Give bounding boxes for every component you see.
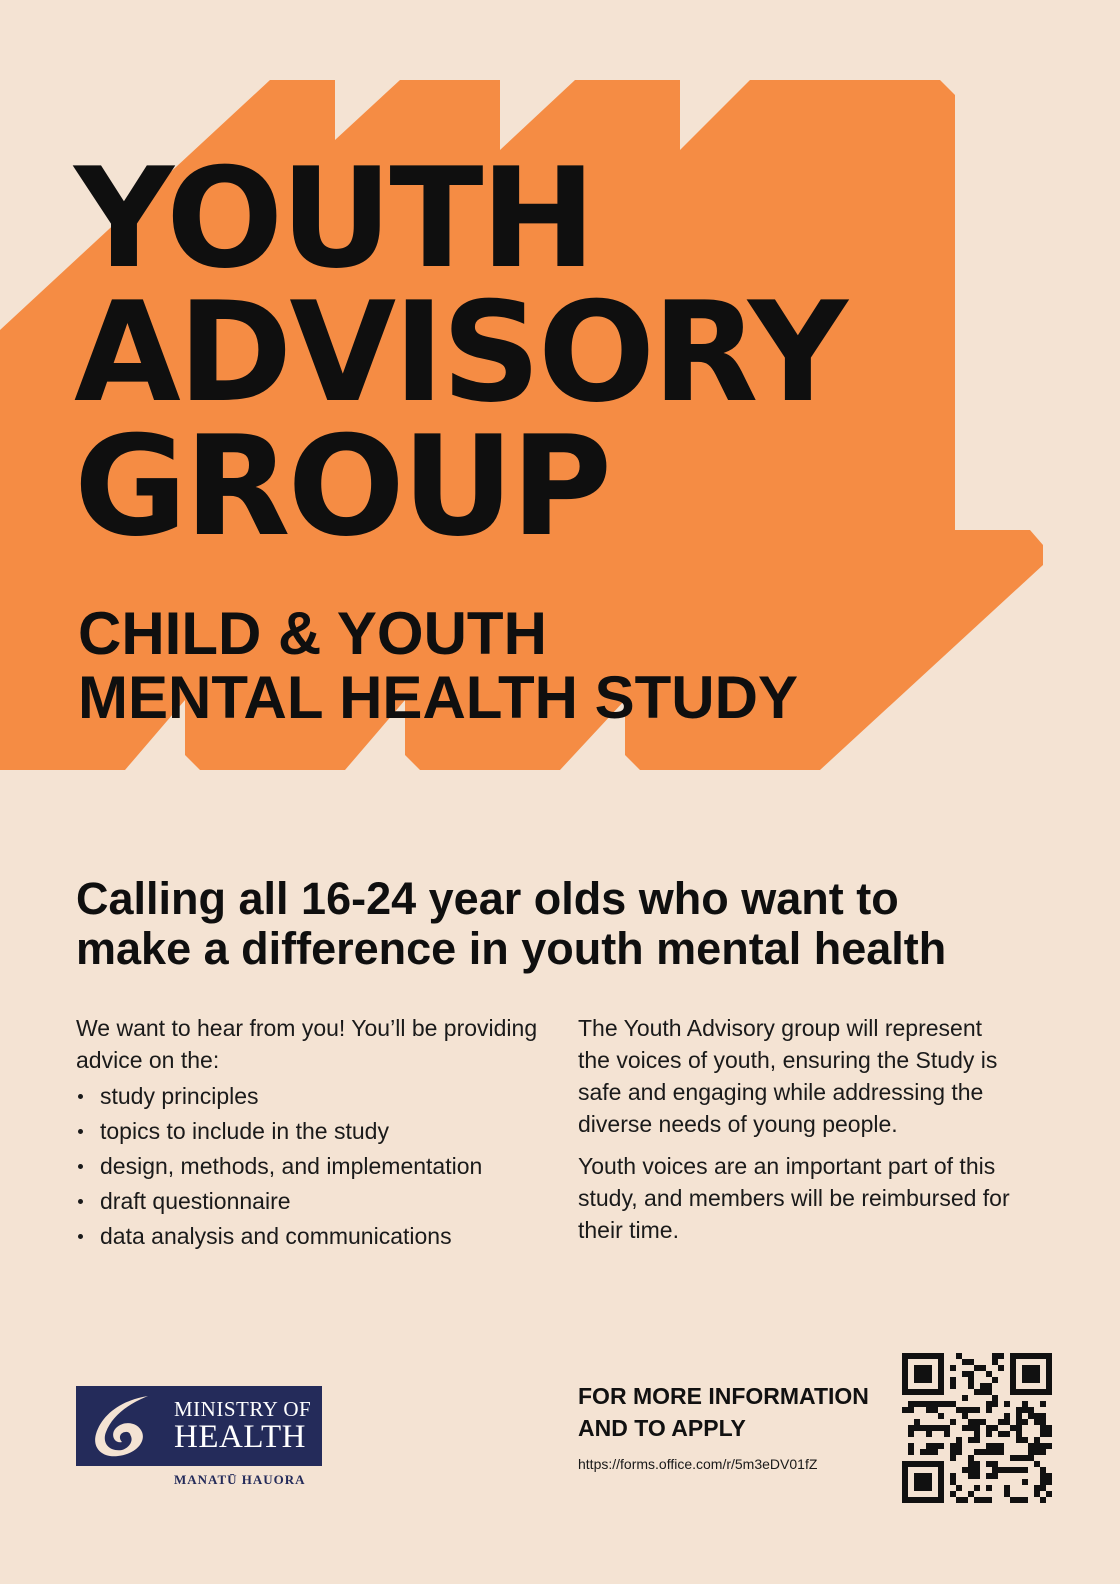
qr-module [1040, 1467, 1046, 1473]
list-item: design, methods, and implementation [76, 1150, 546, 1182]
qr-module [926, 1401, 932, 1407]
qr-module [986, 1371, 992, 1377]
qr-module [974, 1467, 980, 1473]
qr-module [1040, 1401, 1046, 1407]
qr-module [974, 1485, 980, 1491]
qr-module [998, 1353, 1004, 1359]
qr-module [980, 1365, 986, 1371]
advice-list [76, 1080, 546, 1252]
logo-line-2: HEALTH [174, 1419, 306, 1455]
qr-module [1016, 1419, 1022, 1425]
qr-module [926, 1431, 932, 1437]
qr-module [950, 1365, 956, 1371]
qr-module [1040, 1431, 1046, 1437]
qr-module [938, 1443, 944, 1449]
qr-module [986, 1497, 992, 1503]
qr-module [968, 1407, 974, 1413]
logo-line-1: MINISTRY OF [174, 1397, 312, 1421]
qr-module [1004, 1431, 1010, 1437]
qr-module [992, 1473, 998, 1479]
qr-module [956, 1485, 962, 1491]
qr-module [1004, 1401, 1010, 1407]
qr-module [1034, 1437, 1040, 1443]
fern-koru-icon [84, 1392, 166, 1460]
qr-module [950, 1383, 956, 1389]
qr-module [980, 1419, 986, 1425]
qr-module [1028, 1449, 1034, 1455]
qr-module [908, 1425, 914, 1431]
qr-module [980, 1383, 986, 1389]
qr-module [1040, 1419, 1046, 1425]
qr-module [998, 1431, 1004, 1437]
qr-module [938, 1413, 944, 1419]
qr-module [1022, 1467, 1028, 1473]
qr-module [1046, 1425, 1052, 1431]
qr-module [962, 1497, 968, 1503]
qr-module [1004, 1419, 1010, 1425]
qr-module [920, 1401, 926, 1407]
qr-module [968, 1419, 974, 1425]
qr-module [974, 1431, 980, 1437]
qr-module [1004, 1491, 1010, 1497]
study-subtitle [78, 602, 798, 730]
qr-module [962, 1395, 968, 1401]
about-paragraph-1: The Youth Advisory group will represent the voices of youth, ensuring the Study is safe and engaging while addressing the diverse needs of young people. [578, 1015, 998, 1137]
qr-module [1016, 1437, 1022, 1443]
qr-module [1040, 1413, 1046, 1419]
qr-module [968, 1473, 974, 1479]
subtitle-line-2: MENTAL HEALTH STUDY [78, 664, 798, 731]
qr-module [926, 1407, 932, 1413]
qr-module [968, 1377, 974, 1383]
qr-module [962, 1467, 968, 1473]
subtitle-line-1: CHILD & YOUTH [78, 600, 547, 667]
qr-module [986, 1389, 992, 1395]
qr-module [926, 1443, 932, 1449]
list-item: data analysis and communications [76, 1220, 546, 1252]
qr-module [926, 1425, 932, 1431]
qr-module [968, 1461, 974, 1467]
qr-module [956, 1437, 962, 1443]
qr-module [1040, 1425, 1046, 1431]
qr-module [1010, 1467, 1016, 1473]
qr-module [992, 1467, 998, 1473]
qr-module [968, 1425, 974, 1431]
qr-module [1016, 1431, 1022, 1437]
qr-module [1040, 1497, 1046, 1503]
qr-module [1046, 1491, 1052, 1497]
qr-module [962, 1425, 968, 1431]
qr-module [908, 1431, 914, 1437]
qr-module [1016, 1497, 1022, 1503]
qr-module [974, 1437, 980, 1443]
qr-module [968, 1467, 974, 1473]
qr-module [974, 1473, 980, 1479]
qr-module [968, 1437, 974, 1443]
qr-module [950, 1401, 956, 1407]
qr-module [1034, 1461, 1040, 1467]
list-item: topics to include in the study [76, 1115, 546, 1147]
qr-module [914, 1425, 920, 1431]
qr-module [968, 1359, 974, 1365]
qr-code-icon[interactable] [902, 1353, 1052, 1503]
qr-module [986, 1407, 992, 1413]
apply-line-1: FOR MORE INFORMATION [578, 1383, 869, 1409]
qr-module [974, 1425, 980, 1431]
qr-module [932, 1425, 938, 1431]
qr-module [932, 1407, 938, 1413]
qr-module [932, 1449, 938, 1455]
title-line-1: YOUTH [74, 138, 594, 299]
qr-module [1028, 1407, 1034, 1413]
qr-module [908, 1449, 914, 1455]
qr-module [1034, 1443, 1040, 1449]
qr-module [1040, 1485, 1046, 1491]
qr-module [956, 1443, 962, 1449]
qr-module [974, 1389, 980, 1395]
qr-module [944, 1425, 950, 1431]
qr-module [986, 1431, 992, 1437]
qr-module [986, 1443, 992, 1449]
qr-module [1040, 1473, 1046, 1479]
qr-module [992, 1377, 998, 1383]
qr-module [974, 1449, 980, 1455]
qr-module [1040, 1443, 1046, 1449]
qr-module [968, 1371, 974, 1377]
qr-module [1016, 1407, 1022, 1413]
qr-module [926, 1449, 932, 1455]
qr-module [1034, 1491, 1040, 1497]
qr-module [962, 1407, 968, 1413]
qr-module [950, 1419, 956, 1425]
logo-subline: MANATŪ HAUORA [174, 1472, 306, 1487]
qr-module [956, 1407, 962, 1413]
qr-module [1016, 1413, 1022, 1419]
apply-link[interactable]: https://forms.office.com/r/5m3eDV01fZ [578, 1456, 818, 1472]
qr-module [998, 1449, 1004, 1455]
qr-module [986, 1449, 992, 1455]
qr-finder [914, 1473, 932, 1491]
qr-module [992, 1401, 998, 1407]
qr-module [920, 1449, 926, 1455]
qr-module [1028, 1413, 1034, 1419]
qr-module [932, 1401, 938, 1407]
qr-module [944, 1401, 950, 1407]
qr-module [974, 1419, 980, 1425]
advice-column [76, 1012, 546, 1255]
qr-module [980, 1449, 986, 1455]
about-column [578, 1012, 1018, 1256]
qr-module [1034, 1485, 1040, 1491]
qr-module [1022, 1497, 1028, 1503]
qr-module [980, 1497, 986, 1503]
qr-module [1046, 1473, 1052, 1479]
qr-module [908, 1443, 914, 1449]
qr-module [1022, 1455, 1028, 1461]
qr-module [986, 1473, 992, 1479]
apply-line-2: AND TO APPLY [578, 1415, 746, 1441]
qr-module [950, 1479, 956, 1485]
callout-line-2: make a difference in youth mental health [76, 923, 947, 974]
title-line-2: ADVISORY [74, 272, 845, 433]
qr-module [914, 1401, 920, 1407]
qr-module [908, 1407, 914, 1413]
qr-module [1034, 1413, 1040, 1419]
qr-module [1010, 1497, 1016, 1503]
about-paragraph-2: Youth voices are an important part of this study, and members will be reimbursed for their time. [578, 1153, 1010, 1243]
qr-module [914, 1419, 920, 1425]
qr-module [992, 1353, 998, 1359]
qr-module [1022, 1437, 1028, 1443]
qr-module [1046, 1431, 1052, 1437]
qr-module [1034, 1449, 1040, 1455]
qr-module [950, 1377, 956, 1383]
qr-module [998, 1443, 1004, 1449]
callout-heading [76, 874, 1076, 974]
ministry-of-health-logo [76, 1386, 322, 1466]
qr-module [1010, 1455, 1016, 1461]
qr-finder [914, 1365, 932, 1383]
callout-line-1: Calling all 16-24 year olds who want to [76, 873, 899, 924]
qr-module [1040, 1449, 1046, 1455]
qr-finder [1022, 1365, 1040, 1383]
advice-intro: We want to hear from you! You’ll be providing advice on the: [76, 1015, 538, 1073]
qr-module [944, 1431, 950, 1437]
qr-module [962, 1359, 968, 1365]
qr-module [974, 1407, 980, 1413]
qr-module [986, 1401, 992, 1407]
qr-module [950, 1491, 956, 1497]
qr-module [938, 1425, 944, 1431]
qr-module [1004, 1413, 1010, 1419]
qr-module [950, 1473, 956, 1479]
qr-module [956, 1497, 962, 1503]
qr-module [1022, 1419, 1028, 1425]
qr-module [968, 1383, 974, 1389]
qr-module [974, 1461, 980, 1467]
qr-module [950, 1455, 956, 1461]
qr-module [992, 1449, 998, 1455]
qr-module [1040, 1479, 1046, 1485]
qr-module [950, 1449, 956, 1455]
qr-module [956, 1449, 962, 1455]
qr-module [992, 1461, 998, 1467]
list-item: draft questionnaire [76, 1185, 546, 1217]
list-item: study principles [76, 1080, 546, 1112]
qr-module [932, 1443, 938, 1449]
qr-module [992, 1395, 998, 1401]
qr-module [1016, 1425, 1022, 1431]
qr-module [992, 1359, 998, 1365]
qr-module [998, 1419, 1004, 1425]
qr-module [962, 1371, 968, 1377]
qr-module [998, 1467, 1004, 1473]
qr-module [992, 1425, 998, 1431]
qr-module [968, 1455, 974, 1461]
qr-module [1034, 1419, 1040, 1425]
qr-module [980, 1389, 986, 1395]
qr-module [1046, 1479, 1052, 1485]
qr-module [1016, 1455, 1022, 1461]
qr-module [998, 1365, 1004, 1371]
qr-module [1028, 1443, 1034, 1449]
qr-module [956, 1353, 962, 1359]
qr-module [962, 1413, 968, 1419]
qr-module [986, 1383, 992, 1389]
qr-module [1004, 1485, 1010, 1491]
title-line-3: GROUP [74, 406, 610, 567]
qr-module [938, 1401, 944, 1407]
qr-module [920, 1425, 926, 1431]
qr-module [950, 1443, 956, 1449]
qr-module [968, 1491, 974, 1497]
qr-module [1022, 1401, 1028, 1407]
qr-module [1022, 1407, 1028, 1413]
qr-module [1016, 1467, 1022, 1473]
qr-module [1004, 1467, 1010, 1473]
qr-module [986, 1425, 992, 1431]
qr-module [1046, 1443, 1052, 1449]
qr-module [1028, 1455, 1034, 1461]
apply-heading [578, 1380, 869, 1444]
qr-module [986, 1461, 992, 1467]
qr-module [1010, 1425, 1016, 1431]
qr-module [974, 1497, 980, 1503]
qr-module [986, 1485, 992, 1491]
qr-module [974, 1365, 980, 1371]
qr-module [992, 1443, 998, 1449]
qr-module [902, 1407, 908, 1413]
page-title [74, 138, 845, 567]
qr-module [908, 1401, 914, 1407]
qr-module [1022, 1479, 1028, 1485]
